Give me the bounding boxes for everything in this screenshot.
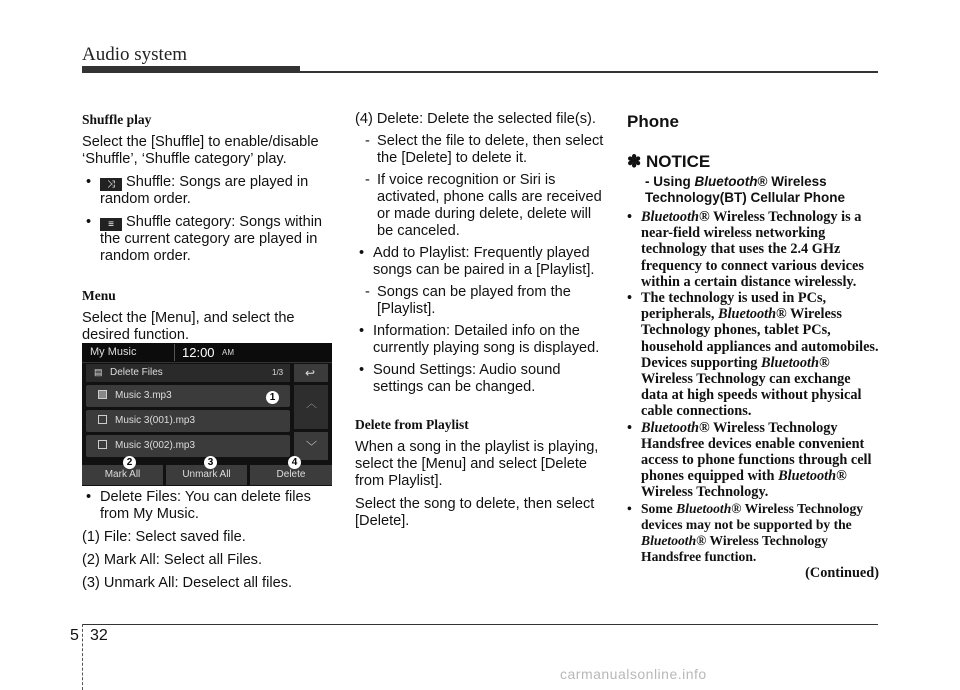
step-4: (4) Delete: Delete the selected file(s). [355, 111, 596, 127]
list-header [86, 364, 290, 382]
notice-subheading: - Using Bluetooth® Wireless Technology(BT) Cellular Phone [645, 174, 846, 205]
footer-rule [82, 624, 878, 625]
delete-from-playlist-text-1: When a song in the playlist is playing, select the [Menu] and select [Delete from Playlist]. [355, 439, 599, 489]
notice-bullet: • The technology is used in PCs, peripherals, Bluetooth® Wireless Technology phones, tablet PCs, household appliances and automobiles. Devices supporting Bluetooth® Wireless Technology can exchange data at high speeds without physical cable connections. [627, 290, 879, 420]
step-4-sub-2: - If voice recognition or Siri is activated, phone calls are received or made during delete, delete will be canceled. [355, 172, 605, 240]
screen-ampm: AM [222, 348, 234, 357]
section-number: 5 [70, 627, 79, 644]
watermark: carmanualsonline.info [560, 666, 707, 682]
screen-app-title: My Music [90, 346, 137, 358]
notice-body [627, 209, 879, 582]
delete-from-playlist-heading: Delete from Playlist [355, 417, 469, 432]
continued-label: (Continued) [805, 565, 879, 582]
step-3: (3) Unmark All: Deselect all files. [82, 575, 293, 591]
checkbox-icon [98, 440, 107, 449]
callout-3: 3 [204, 456, 217, 469]
file-row-content: Music 3(001).mp3 [98, 415, 195, 426]
right-column [627, 112, 879, 582]
shuffle-text: Select the [Shuffle] to enable/disable ‘Shuffle’, ‘Shuffle category’ play. [82, 134, 319, 167]
file-row-content: Music 3(002).mp3 [98, 440, 195, 451]
mark-all-button[interactable]: Mark All [82, 465, 163, 485]
step-4-sub-1: - Select the file to delete, then select the [Delete] to delete it. [355, 133, 605, 167]
phone-heading: Phone [627, 112, 679, 131]
delete-from-playlist-text-2: Select the song to delete, then select [Delete]. [355, 496, 595, 529]
callout-1: 1 [266, 391, 279, 404]
left-column [82, 111, 334, 344]
information-item: • Information: Detailed info on the currently playing song is displayed. [355, 323, 605, 357]
step-1: (1) File: Select saved file. [82, 529, 246, 545]
menu-text: Select the [Menu], and select the desired function. [82, 310, 295, 343]
screen-clock: 12:00 [182, 345, 215, 360]
checkbox-checked-icon [98, 390, 107, 399]
playlist-item: • Add to Playlist: Frequently played songs can be paired in a [Playlist]. [355, 245, 605, 279]
list-icon: ▤ [94, 367, 103, 377]
chevron-up-icon: ︿ [306, 398, 317, 410]
header-rule [300, 71, 878, 73]
unmark-all-button[interactable]: Unmark All [166, 465, 247, 485]
shuffle-category-item: • ≡ Shuffle category: Songs within the current category are played in random order. [82, 214, 334, 265]
shuffle-category-icon: ≡ [100, 218, 122, 231]
middle-column [355, 111, 605, 530]
file-row[interactable] [86, 410, 290, 432]
callout-4: 4 [288, 456, 301, 469]
notice-bullet: • Some Bluetooth® Wireless Technology devices may not be supported by the Bluetooth® Wireless Technology Handsfree function. [627, 501, 879, 566]
section-title: Audio system [82, 44, 188, 65]
status-divider [174, 344, 175, 361]
menu-heading: Menu [82, 288, 116, 303]
screen-status-bar [82, 343, 332, 363]
step-2: (2) Mark All: Select all Files. [82, 552, 263, 568]
file-row[interactable] [86, 435, 290, 457]
notice-bullet: • Bluetooth® Wireless Technology is a near-field wireless networking technology that uses the 2.4 GHz frequency to connect various devices within a certain distance wirelessly. [627, 209, 879, 290]
back-icon: ↩ [305, 366, 316, 380]
shuffle-icon: ⤨ [100, 178, 122, 191]
notice-heading: ✽ NOTICE [627, 152, 711, 171]
delete-files-screen [82, 343, 332, 486]
page-indicator: 1/3 [272, 368, 284, 377]
file-row-content: Music 3.mp3 [98, 390, 172, 401]
scroll-up-button[interactable] [294, 385, 328, 429]
page-number: 32 [90, 627, 108, 644]
header-bar [82, 66, 300, 73]
notice-bullet: • Bluetooth® Wireless Technology Handsfree devices enable convenient access to phone functions through cell phones equipped with Bluetooth® Wireless Technology. [627, 420, 879, 501]
playlist-sub: - Songs can be played from the [Playlist]. [355, 284, 605, 318]
callout-2: 2 [123, 456, 136, 469]
delete-button[interactable]: Delete [250, 465, 332, 485]
list-title: Delete Files [110, 367, 163, 378]
file-row[interactable] [86, 385, 290, 407]
sound-settings-item: • Sound Settings: Audio sound settings can be changed. [355, 362, 605, 396]
back-button[interactable] [294, 364, 328, 382]
delete-files-item: • Delete Files: You can delete files from My Music. [82, 489, 334, 523]
chevron-down-icon: ﹀ [306, 441, 317, 453]
left-column-lower [82, 489, 334, 592]
shuffle-item: • ⤨ Shuffle: Songs are played in random order. [82, 174, 334, 208]
footer-divider [82, 624, 84, 690]
shuffle-heading: Shuffle play [82, 112, 152, 127]
scroll-down-button[interactable] [294, 432, 328, 460]
checkbox-icon [98, 415, 107, 424]
